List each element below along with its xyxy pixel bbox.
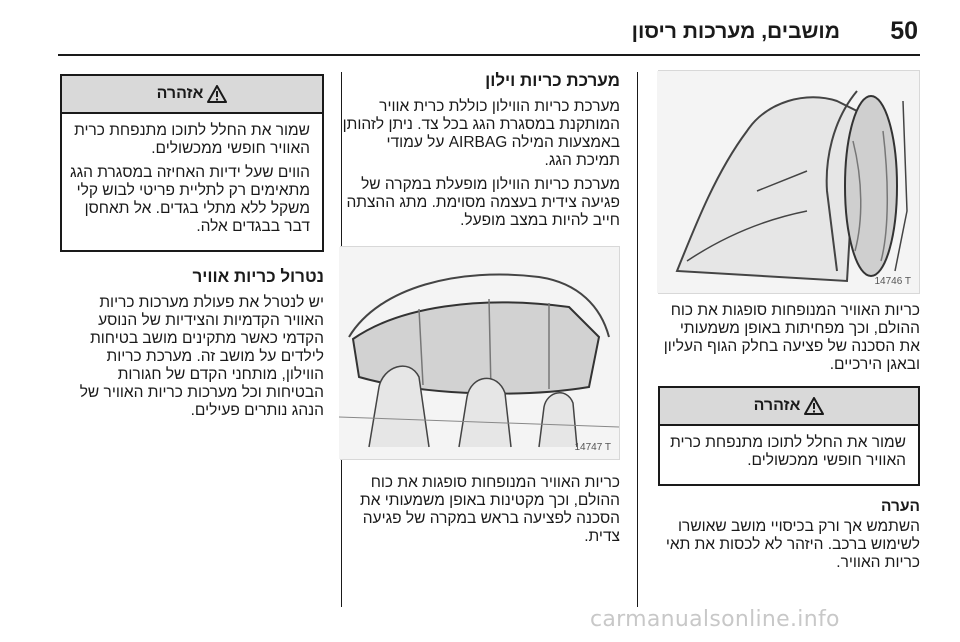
section-heading-curtain-airbag: מערכת כריות וילון (485, 71, 620, 90)
warning-header (62, 76, 322, 114)
watermark: carmanualsonline.info (590, 607, 840, 632)
figure-code: 14746 T (874, 276, 911, 287)
warning-triangle-icon (207, 85, 227, 103)
warning-text-2: הווים שעל ידיות האחיזה במסגרת הגג מתאימים רק לתליית פריטי לבוש קלי משקל ללא מתלי בגדים. אל תאחסן דבר בבגדים אלה. (70, 164, 310, 235)
column-divider-right (637, 72, 638, 607)
warning-body (660, 426, 918, 484)
page-header (58, 14, 920, 56)
warning-box (658, 386, 920, 486)
airbag-deactivation-paragraph: יש לנטרל את פעולת מערכות כריות האוויר הקדמיות והצידיות של הנוסע הקדמי כאשר מתקינים מושב בטיחות לילדים על מושב זה. מערכת כריות הווילון, מותחני הקדם של חגורות הבטיחות וכל מערכות כריות האוויר של הנהג נותרים פעילים. (79, 294, 324, 419)
section-heading-airbag-deactivation: נטרול כריות אוויר (192, 267, 324, 286)
warning-header (660, 388, 918, 426)
note-title: הערה (881, 498, 920, 515)
page-number: 50 (890, 17, 918, 45)
figure-caption: כריות האוויר המנופחות סופגות את כוח ההולם, וכך מקטינות באופן משמעותי את הסכנה לפציעה בראש במקרה של פגיעה צדית. (360, 474, 620, 545)
curtain-airbag-figure (340, 246, 620, 460)
warning-box (60, 74, 324, 252)
running-title: מושבים, מערכות ריסון (631, 20, 840, 43)
figure-code: 14747 T (574, 442, 611, 453)
seat-airbag-figure (658, 70, 920, 294)
figure-caption: כריות האוויר המנופחות סופגות את כוח ההולם, וכך מפחיתות באופן משמעותי את הסכנה של פציעה בחלק הגוף העליון ובאגן הירכיים. (663, 302, 920, 373)
curtain-airbag-paragraph-2: מערכת כריות הווילון מופעלת במקרה של פגיעה צידית בעצמה מסוימת. מתג ההצתה חייב להיות במצב מופעל. (346, 176, 620, 229)
warning-title: אזהרה (156, 85, 204, 102)
warning-triangle-icon (804, 397, 824, 415)
note-text: השתמש אך ורק בכיסויי מושב שאושרו לשימוש ברכב. היזהר לא לכסות את תאי כריות האוויר. (665, 518, 920, 571)
seat-airbag-illustration (657, 71, 919, 293)
warning-text-1: שמור את החלל לתוכו מתנפחת כרית האוויר חופשי ממכשולים. (74, 122, 310, 157)
column-middle (340, 70, 620, 552)
column-left (60, 70, 324, 426)
warning-text: שמור את החלל לתוכו מתנפחת כרית האוויר חופשי ממכשולים. (670, 434, 906, 469)
curtain-airbag-paragraph-1: מערכת כריות הווילון כוללת כרית אוויר המותקנת במסגרת הגג בכל צד. ניתן לזהותן באמצעות המילה AIRBAG על עמודי תמיכת הגג. (342, 98, 620, 169)
warning-body (62, 114, 322, 250)
column-right (658, 70, 920, 578)
curtain-airbag-illustration (339, 247, 619, 459)
warning-title: אזהרה (753, 397, 801, 414)
